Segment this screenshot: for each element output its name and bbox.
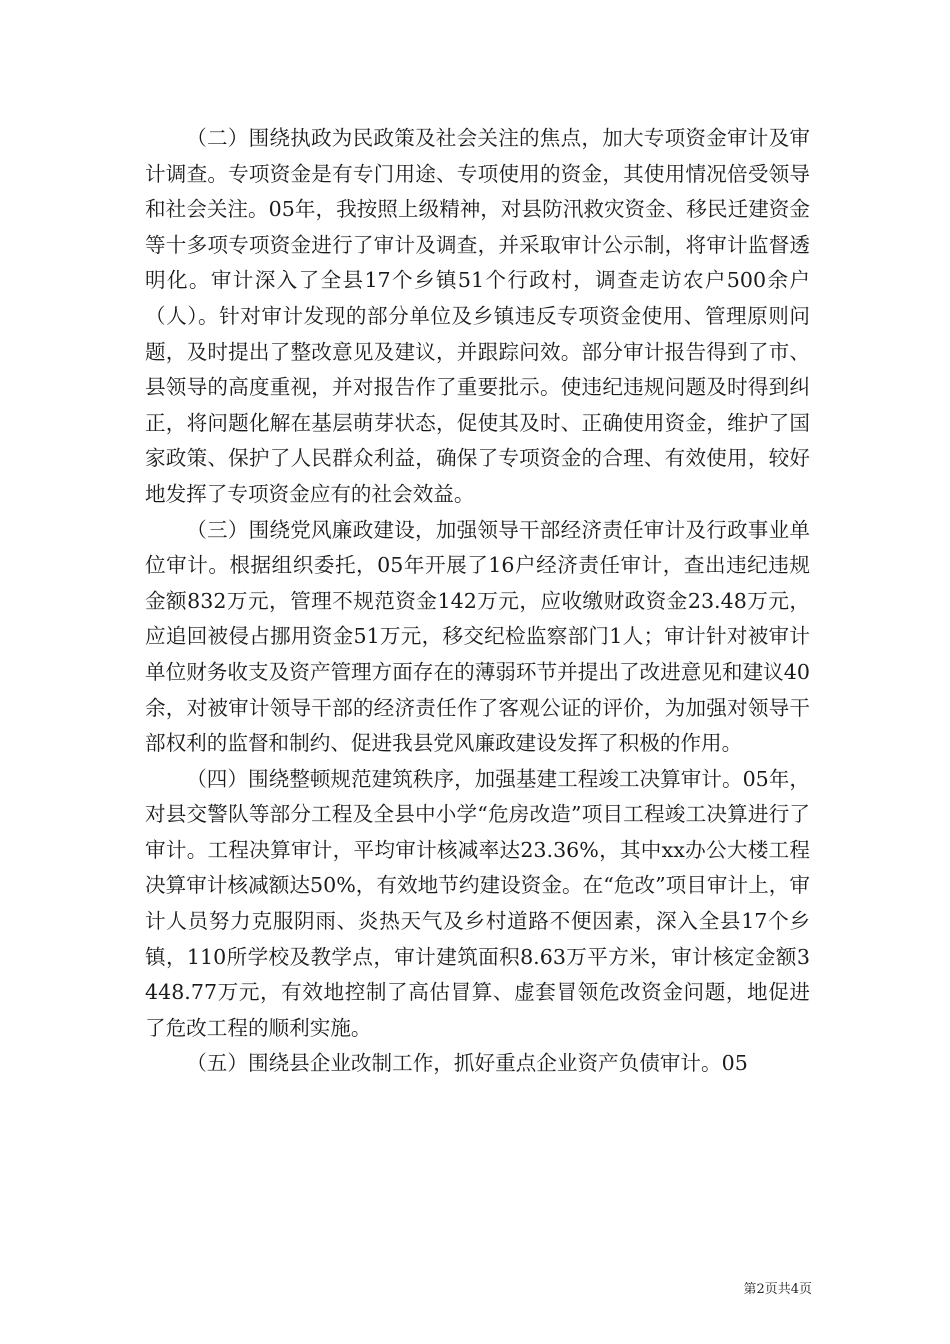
- document-body: [145, 121, 810, 1082]
- paragraph-special-funds-audit: （二）围绕执政为民政策及社会关注的焦点，加大专项资金审计及审计调查。专项资金是有专门用途、专项使用的资金，其使用情况倍受领导和社会关注。05年，我按照上级精神，对县防汛救灾资金、移民迁建资金等十多项专项资金进行了审计及调查，并采取审计公示制，将审计监督透明化。审计深入了全县17个乡镇51个行政村，调查走访农户500余户（人）。针对审计发现的部分单位及乡镇违反专项资金使用、管理原则问题，及时提出了整改意见及建议，并跟踪问效。部分审计报告得到了市、县领导的高度重视，并对报告作了重要批示。使违纪违规问题及时得到纠正，将问题化解在基层萌芽状态，促使其及时、正确使用资金，维护了国家政策、保护了人民群众利益，确保了专项资金的合理、有效使用，较好地发挥了专项资金应有的社会效益。: [145, 126, 810, 506]
- paragraph-economic-responsibility-audit: （三）围绕党风廉政建设，加强领导干部经济责任审计及行政事业单位审计。根据组织委托，05年开展了16户经济责任审计，查出违纪违规金额832万元，管理不规范资金142万元，应收缴财政资金23.48万元，应追回被侵占挪用资金51万元，移交纪检监察部门1人；审计针对被审计单位财务收支及资产管理方面存在的薄弱环节并提出了改进意见和建议40余，对被审计领导干部的经济责任作了客观公证的评价，为加强对领导干部权利的监督和制约、促进我县党风廉政建设发挥了积极的作用。: [145, 517, 810, 756]
- paragraph-enterprise-audit: （五）围绕县企业改制工作，抓好重点企业资产负债审计。05: [186, 1051, 748, 1076]
- page-number: 第2页共4页: [743, 1282, 812, 1297]
- paragraph-construction-audit: （四）围绕整顿规范建筑秩序，加强基建工程竣工决算审计。05年，对县交警队等部分工程及全县中小学“危房改造”项目工程竣工决算进行了审计。工程决算审计，平均审计核减率达23.36%，其中xx办公大楼工程决算审计核减额达50%，有效地节约建设资金。在“危改”项目审计上，审计人员努力克服阴雨、炎热天气及乡村道路不便因素，深入全县17个乡镇，110所学校及教学点，审计建筑面积8.63万平方米，审计核定金额3448.77万元，有效地控制了高估冒算、虚套冒领危改资金问题，地促进了危改工程的顺利实施。: [145, 766, 810, 1040]
